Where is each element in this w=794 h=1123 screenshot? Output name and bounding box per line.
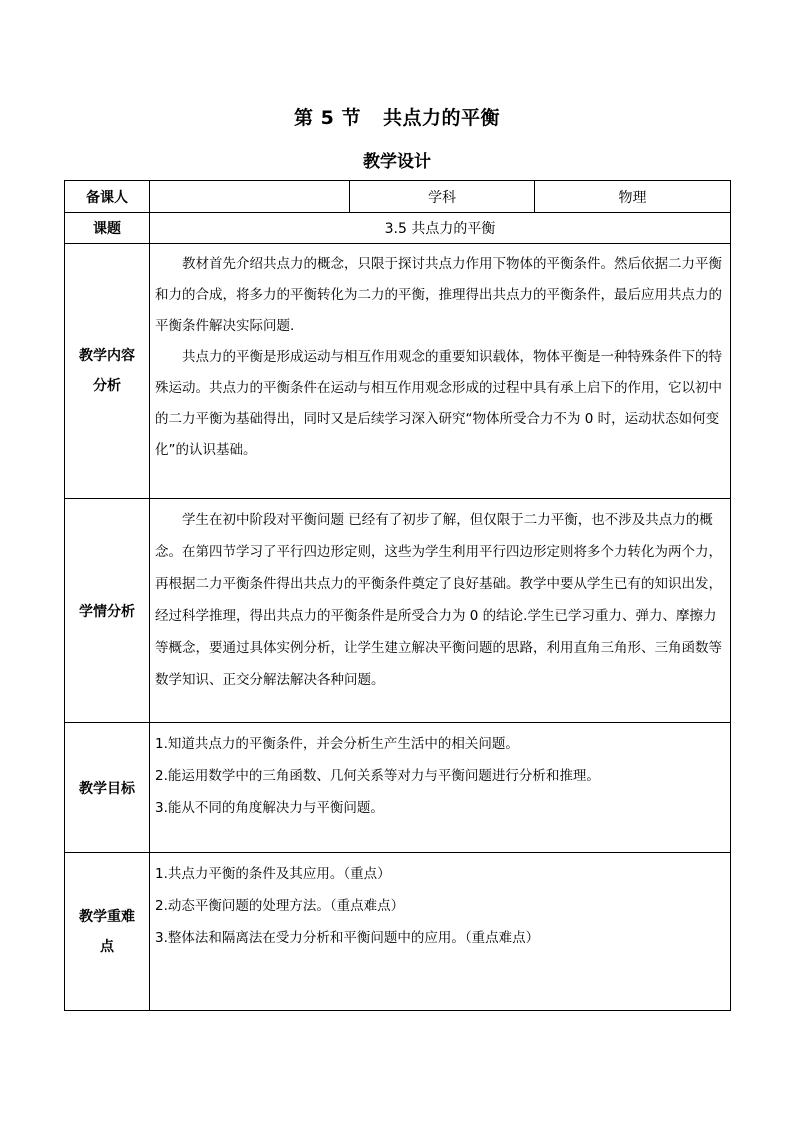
topic-label: 课题 (65, 213, 150, 244)
page-title (0, 103, 794, 130)
preparer-value (150, 181, 350, 213)
table-row-preparer (65, 181, 731, 213)
subject-label: 学科 (350, 181, 535, 213)
objective-item: 3.能从不同的角度解决力与平衡问题。 (155, 800, 384, 816)
page-subtitle: 教学设计 (363, 152, 431, 172)
key-point-item: 1.共点力平衡的条件及其应用。（重点） (155, 866, 391, 882)
student-analysis-label: 学情分析 (65, 499, 150, 723)
table-row-topic (65, 213, 731, 244)
lesson-plan-table (64, 180, 731, 1011)
key-point-item: 2.动态平衡问题的处理方法。（重点难点） (155, 898, 405, 914)
objective-item: 1.知道共点力的平衡条件，并会分析生产生活中的相关问题。 (155, 736, 519, 752)
table-row-content-analysis (65, 244, 731, 499)
table-row-objectives (65, 723, 731, 853)
student-analysis-paragraph: 学生在初中阶段对平衡问题 已经有了初步了解，但仅限于二力平衡，也不涉及共点力的概念。在第四节学习了平行四边形定则，这些为学生利用平行四边形定则将多个力转化为两个力，再根据二力平衡条件得出共点力的平衡条件奠定了良好基础。教学中要从学生已有的知识出发，经过科学推理，得出共点力的平衡条件是所受合力为 0 的结论.学生已学习重力、弹力、摩擦力等概念，要通过具体实例分析，让学生建立解决平衡问题的思路，利用直角三角形、三角函数等数学知识、正交分解法解决各种问题。 (155, 512, 722, 688)
table-row-student-analysis (65, 499, 731, 723)
subject-value: 物理 (535, 181, 731, 213)
topic-value: 3.5 共点力的平衡 (150, 213, 731, 244)
content-analysis-text (150, 244, 731, 499)
preparer-label: 备课人 (65, 181, 150, 213)
key-point-item: 3.整体法和隔离法在受力分析和平衡问题中的应用。（重点难点） (155, 930, 540, 946)
content-analysis-label: 教学内容 分析 (65, 244, 150, 499)
section-title: 共点力的平衡 (382, 107, 500, 129)
objective-item: 2.能运用数学中的三角函数、几何关系等对力与平衡问题进行分析和推理。 (155, 768, 600, 784)
objectives-list (150, 723, 731, 853)
table-row-key-points (65, 853, 731, 1011)
content-analysis-paragraph: 共点力的平衡是形成运动与相互作用观念的重要知识载体，物体平衡是一种特殊条件下的特殊运动。共点力的平衡条件在运动与相互作用观念形成的过程中具有承上启下的作用，它以初中的二力平衡为基础得出，同时又是后续学习深入研究“物体所受合力不为 0 时，运动状态如何变化”的认识基础。 (155, 349, 722, 458)
section-number: 第 5 节 (294, 107, 361, 129)
student-analysis-text (150, 499, 731, 723)
content-analysis-paragraph: 教材首先介绍共点力的概念，只限于探讨共点力作用下物体的平衡条件。然后依据二力平衡和力的合成，将多力的平衡转化为二力的平衡，推理得出共点力的平衡条件，最后应用共点力的平衡条件解决实际问题. (155, 256, 722, 334)
key-points-label: 教学重难 点 (65, 853, 150, 1011)
objectives-label: 教学目标 (65, 723, 150, 853)
key-points-list (150, 853, 731, 1011)
